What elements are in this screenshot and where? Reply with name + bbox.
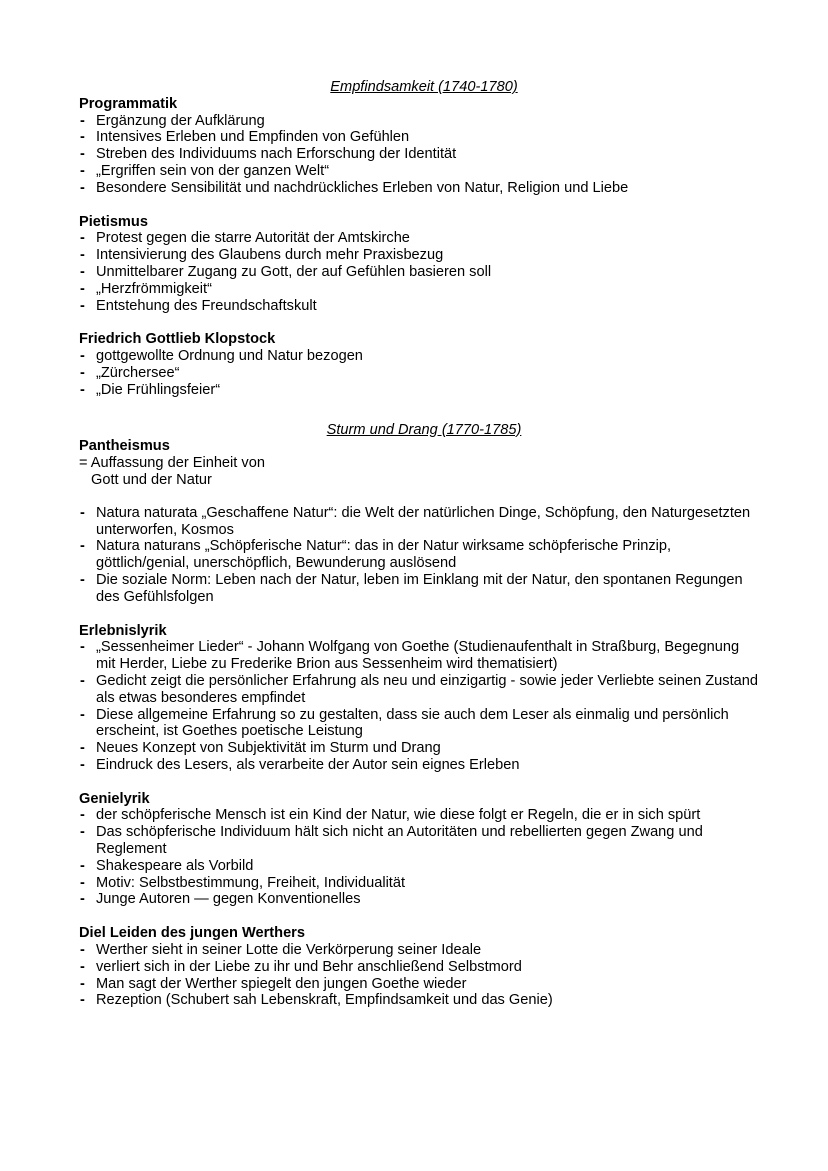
pantheismus-definition bbox=[79, 455, 759, 489]
definition-line: = Auffassung der Einheit von bbox=[79, 455, 265, 472]
list-programmatik bbox=[79, 113, 759, 197]
heading-klopstock: Friedrich Gottlieb Klopstock bbox=[79, 331, 276, 348]
list-item: - Eindruck des Lesers, als verarbeite der Autor sein eignes Erleben bbox=[79, 757, 759, 774]
list-item: - Besondere Sensibilität und nachdrückliches Erleben von Natur, Religion und Liebe bbox=[79, 180, 759, 197]
list-item: - Neues Konzept von Subjektivität im Sturm und Drang bbox=[79, 740, 759, 757]
list-item: - „Herzfrömmigkeit“ bbox=[79, 281, 759, 298]
list-klopstock bbox=[79, 348, 759, 398]
list-item: - Die soziale Norm: Leben nach der Natur, leben im Einklang mit der Natur, den spontanen Regungen des Gefühlsfolgen bbox=[79, 572, 759, 606]
spacer bbox=[79, 489, 759, 505]
list-item: - verliert sich in der Liebe zu ihr und Behr anschließend Selbstmord bbox=[79, 959, 759, 976]
section-genielyrik bbox=[79, 791, 759, 909]
heading-erlebnislyrik: Erlebnislyrik bbox=[79, 622, 167, 639]
list-genielyrik bbox=[79, 807, 759, 908]
list-item: - Protest gegen die starre Autorität der Amtskirche bbox=[79, 230, 759, 247]
list-item: - Natura naturata „Geschaffene Natur“: die Welt der natürlichen Dinge, Schöpfung, den Naturgesetzten unterworfen, Kosmos bbox=[79, 505, 759, 539]
section-pietismus bbox=[79, 214, 759, 315]
list-item: - Gedicht zeigt die persönlicher Erfahrung als neu und einzigartig - sowie jeder Verliebte seinen Zustand als etwas besonderes empfindet bbox=[79, 673, 759, 707]
list-item: - Das schöpferische Individuum hält sich nicht an Autoritäten und rebellierten gegen Zwang und Reglement bbox=[79, 824, 759, 858]
list-item: - der schöpferische Mensch ist ein Kind der Natur, wie diese folgt er Regeln, die er in sich spürt bbox=[79, 807, 759, 824]
list-werther bbox=[79, 942, 759, 1009]
list-item: - Rezeption (Schubert sah Lebenskraft, Empfindsamkeit und das Genie) bbox=[79, 992, 759, 1009]
heading-werther: Diel Leiden des jungen Werthers bbox=[79, 925, 305, 942]
heading-pantheismus: Pantheismus bbox=[79, 438, 170, 455]
list-item: - „Sessenheimer Lieder“ - Johann Wolfgang von Goethe (Studienaufenthalt in Straßburg, Begegnung mit Herder, Liebe zu Frederike Brion aus Sessenheim wird thematisiert) bbox=[79, 639, 759, 673]
list-item: - Motiv: Selbstbestimmung, Freiheit, Individualität bbox=[79, 875, 759, 892]
list-item: - Shakespeare als Vorbild bbox=[79, 858, 759, 875]
list-item: - „Ergriffen sein von der ganzen Welt“ bbox=[79, 163, 759, 180]
list-item: - „Die Frühlingsfeier“ bbox=[79, 382, 759, 399]
heading-genielyrik: Genielyrik bbox=[79, 790, 150, 807]
heading-pietismus: Pietismus bbox=[79, 213, 148, 230]
section-werther bbox=[79, 925, 759, 1009]
list-pantheismus bbox=[79, 505, 759, 606]
period-title-empfindsamkeit: Empfindsamkeit (1740-1780) bbox=[330, 79, 518, 95]
section-erlebnislyrik bbox=[79, 623, 759, 774]
list-item: - Natura naturans „Schöpferische Natur“: das in der Natur wirksame schöpferische Prinzip, göttlich/genial, unerschöpflich, Bewunderung auslösend bbox=[79, 538, 759, 572]
list-item: - gottgewollte Ordnung und Natur bezogen bbox=[79, 348, 759, 365]
list-item: - Intensivierung des Glaubens durch mehr Praxisbezug bbox=[79, 247, 759, 264]
list-item: - Entstehung des Freundschaftskult bbox=[79, 298, 759, 315]
heading-programmatik: Programmatik bbox=[79, 95, 178, 112]
list-item: - Ergänzung der Aufklärung bbox=[79, 113, 759, 130]
list-item: - „Zürchersee“ bbox=[79, 365, 759, 382]
list-erlebnislyrik bbox=[79, 639, 759, 773]
spacer bbox=[79, 399, 759, 422]
section-programmatik bbox=[79, 96, 759, 197]
list-item: - Intensives Erleben und Empfinden von Gefühlen bbox=[79, 129, 759, 146]
document-page bbox=[79, 79, 759, 1009]
list-item: - Man sagt der Werther spiegelt den jungen Goethe wieder bbox=[79, 976, 759, 993]
list-item: - Junge Autoren — gegen Konventionelles bbox=[79, 891, 759, 908]
list-item: - Streben des Individuums nach Erforschung der Identität bbox=[79, 146, 759, 163]
section-pantheismus bbox=[79, 438, 759, 605]
definition-line: Gott und der Natur bbox=[91, 471, 212, 488]
list-item: - Diese allgemeine Erfahrung so zu gestalten, dass sie auch dem Leser als einmalig und persönlich erscheint, ist Goethes poetische Leistung bbox=[79, 707, 759, 741]
list-pietismus bbox=[79, 230, 759, 314]
list-item: - Unmittelbarer Zugang zu Gott, der auf Gefühlen basieren soll bbox=[79, 264, 759, 281]
section-klopstock bbox=[79, 331, 759, 398]
list-item: - Werther sieht in seiner Lotte die Verkörperung seiner Ideale bbox=[79, 942, 759, 959]
period-title-sturm-und-drang: Sturm und Drang (1770-1785) bbox=[326, 421, 522, 438]
